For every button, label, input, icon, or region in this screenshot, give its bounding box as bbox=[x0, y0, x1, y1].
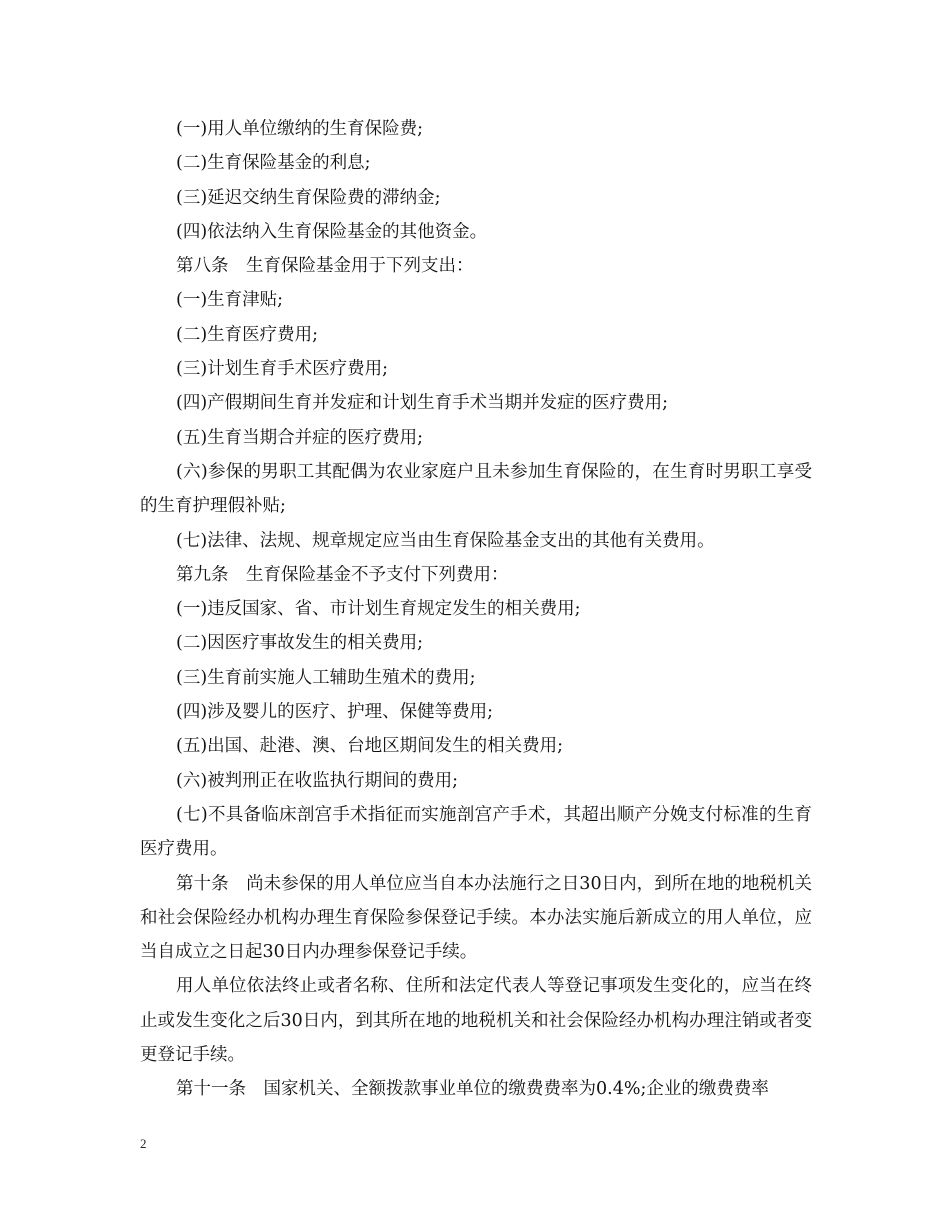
article-9-heading: 第九条 生育保险基金不予支付下列费用： bbox=[176, 564, 509, 585]
paragraph-14: (一)违反国家、省、市计划生育规定发生的相关费用; bbox=[176, 599, 581, 620]
paragraph-7: (二)生育医疗费用; bbox=[176, 324, 319, 345]
paragraph-17: (四)涉及婴儿的医疗、护理、保健等费用; bbox=[176, 702, 494, 723]
paragraph-11: (六)参保的男职工其配偶为农业家庭户且未参加生育保险的，在生育时男职工享受的生育护理假补贴; bbox=[140, 461, 812, 517]
paragraph-3: (三)延迟交纳生育保险费的滞纳金; bbox=[176, 187, 441, 208]
paragraph-8: (三)计划生育手术医疗费用; bbox=[176, 359, 389, 380]
paragraph-22: 用人单位依法终止或者名称、住所和法定代表人等登记事项发生变化的，应当在终止或发生变化之后30日内，到其所在地的地税机关和社会保险经办机构办理注销或者变更登记手续。 bbox=[140, 976, 812, 1066]
paragraph-4: (四)依法纳入生育保险基金的其他资金。 bbox=[176, 221, 488, 242]
paragraph-9: (四)产假期间生育并发症和计划生育手术当期并发症的医疗费用; bbox=[176, 393, 669, 414]
article-10-paragraph: 第十条 尚未参保的用人单位应当自本办法施行之日30日内，到所在地的地税机关和社会保险经办机构办理生育保险参保登记手续。本办法实施后新成立的用人单位，应当自成立之日起30日内办理参保登记手续。 bbox=[140, 873, 812, 963]
paragraph-18: (五)出国、赴港、澳、台地区期间发生的相关费用; bbox=[176, 736, 564, 757]
paragraph-1: (一)用人单位缴纳的生育保险费; bbox=[176, 119, 424, 139]
paragraph-6: (一)生育津贴; bbox=[176, 290, 284, 311]
paragraph-15: (二)因医疗事故发生的相关费用; bbox=[176, 633, 424, 654]
paragraph-19: (六)被判刑正在收监执行期间的费用; bbox=[176, 770, 459, 791]
document-body bbox=[140, 112, 812, 1107]
paragraph-20: (七)不具备临床剖宫手术指征而实施剖宫产手术，其超出顺产分娩支付标准的生育医疗费用。 bbox=[140, 804, 812, 860]
paragraph-2: (二)生育保险基金的利息; bbox=[176, 153, 371, 174]
article-11-paragraph: 第十一条 国家机关、全额拨款事业单位的缴费费率为0.4%;企业的缴费费率 bbox=[176, 1079, 769, 1100]
page-number: 2 bbox=[140, 1136, 147, 1151]
paragraph-12: (七)法律、法规、规章规定应当由生育保险基金支出的其他有关费用。 bbox=[176, 530, 715, 551]
article-8-heading: 第八条 生育保险基金用于下列支出： bbox=[176, 256, 474, 277]
paragraph-16: (三)生育前实施人工辅助生殖术的费用; bbox=[176, 667, 476, 688]
paragraph-10: (五)生育当期合并症的医疗费用; bbox=[176, 427, 424, 448]
